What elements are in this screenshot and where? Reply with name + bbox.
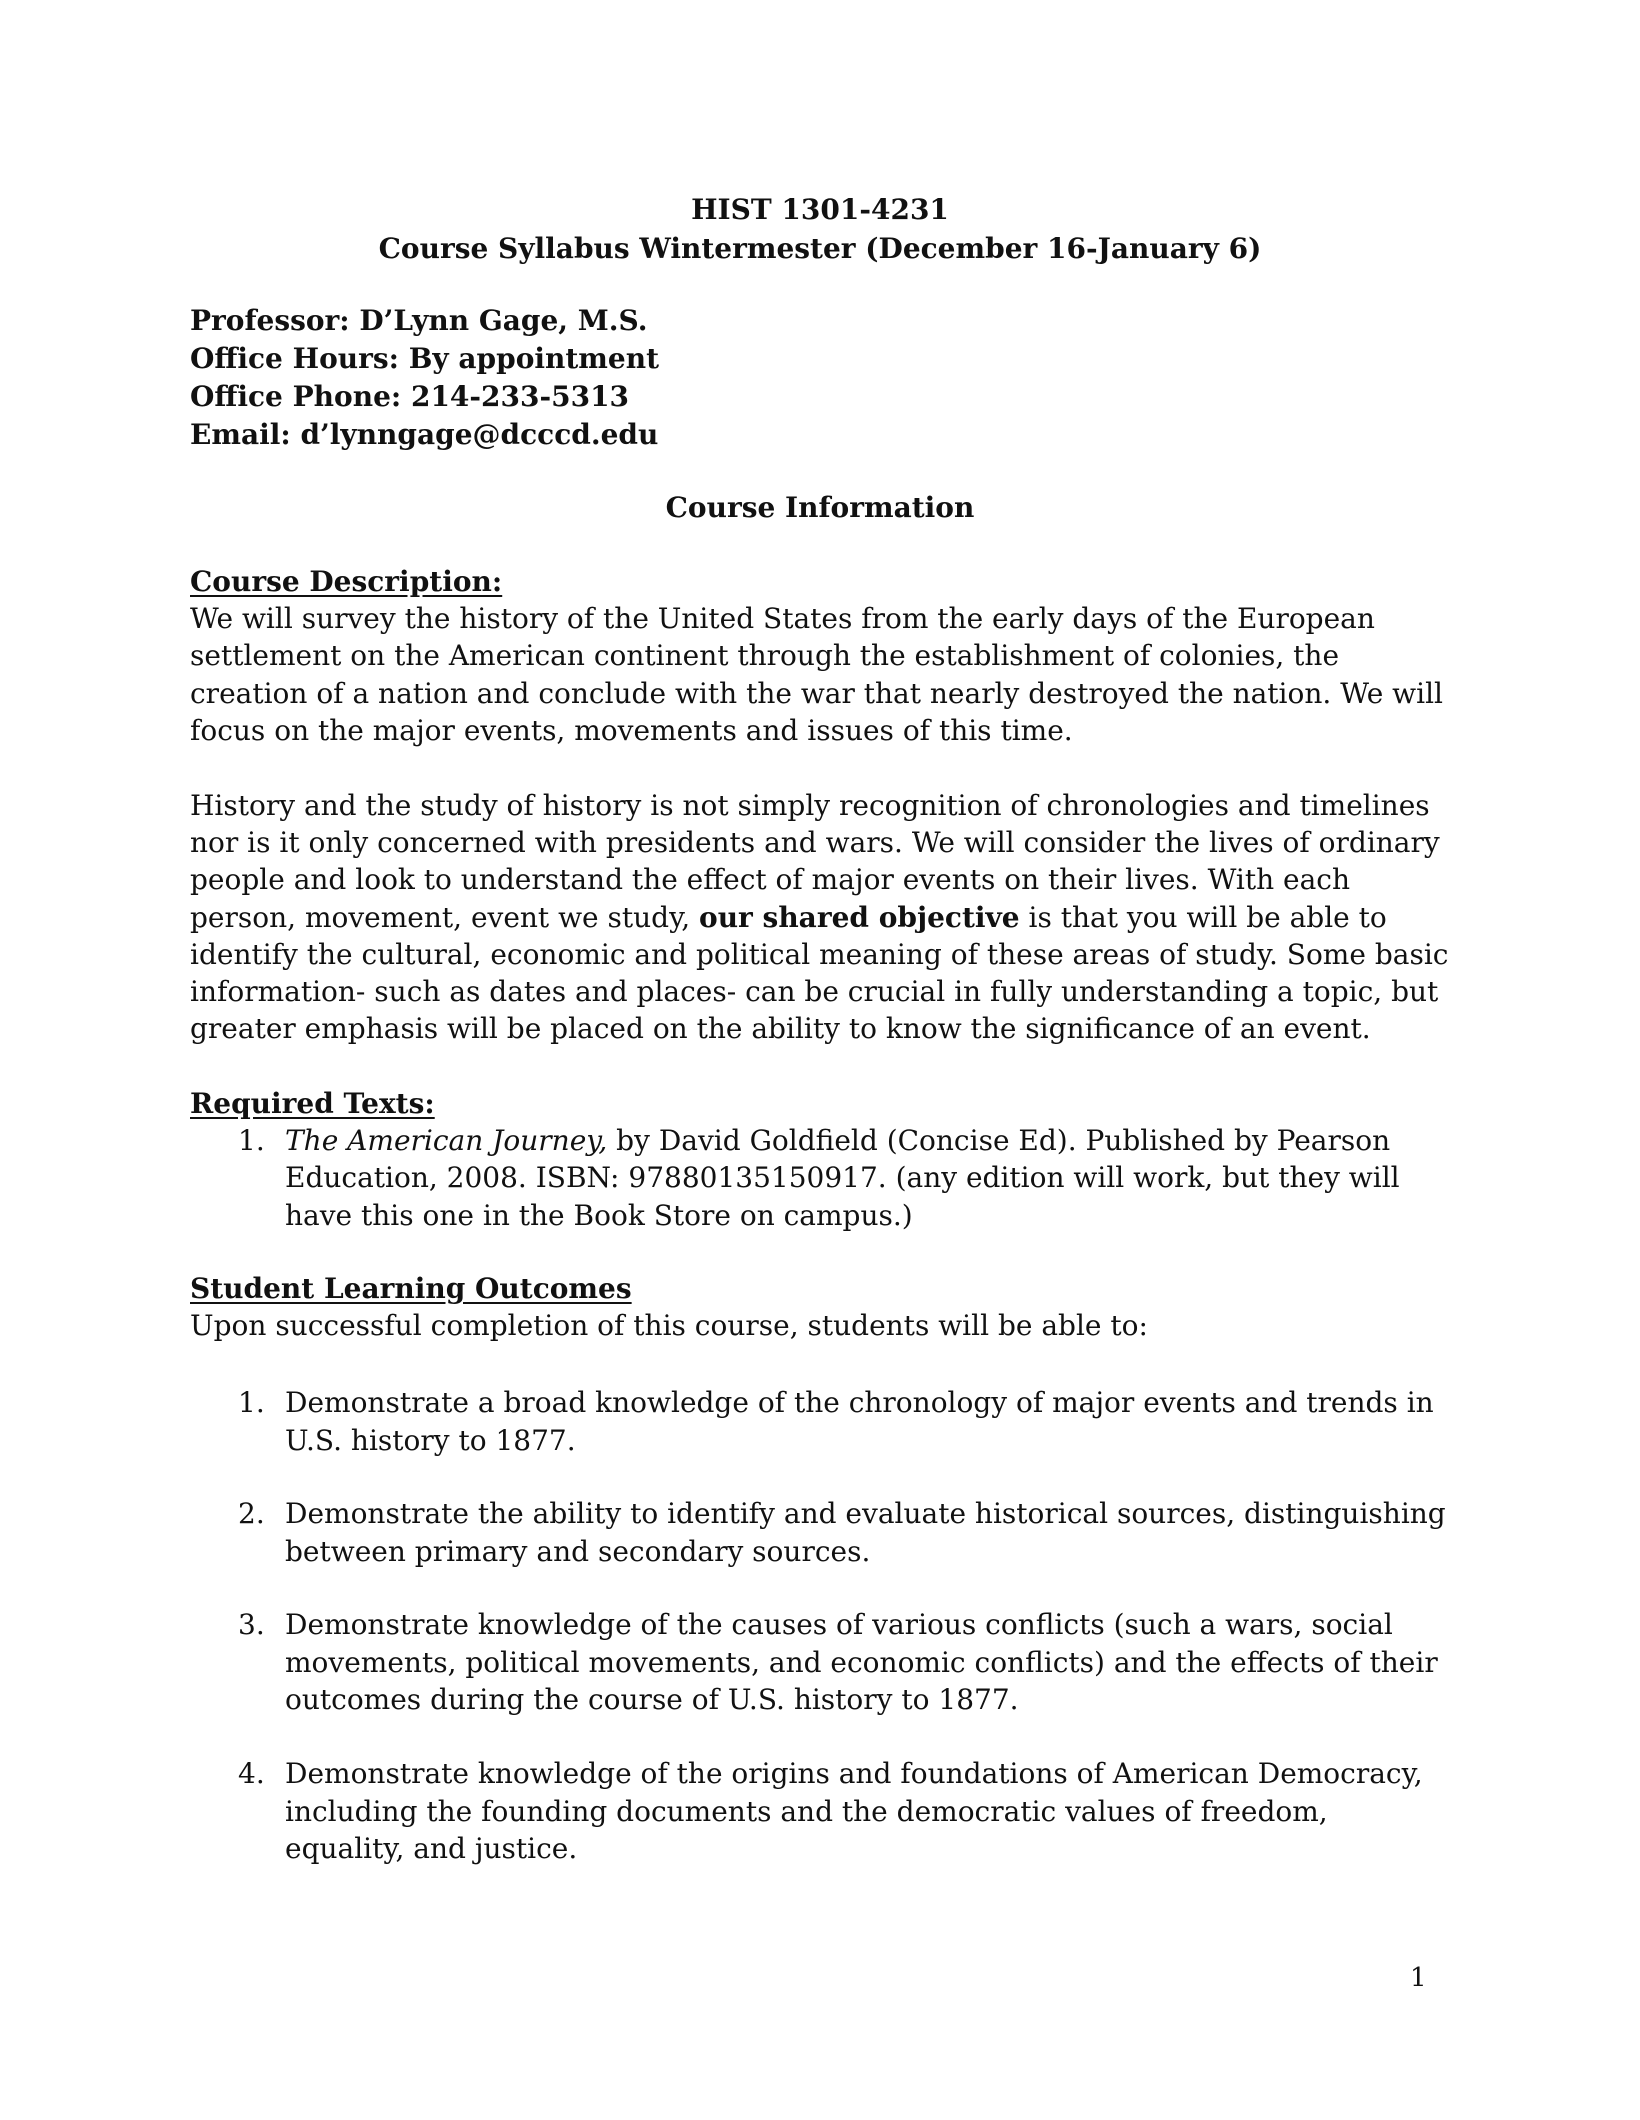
list-item (190, 1495, 1450, 1570)
paragraph-2-text-start: History and the study of history is not simply recognition of chronologies and timelines nor is it only concerned with presidents and wars. We will consider the lives of ordinary people and look to understand the effect of major events on their lives. With each person, movement, event we study, (190, 789, 1440, 934)
document-title-block (190, 190, 1450, 268)
learning-outcomes-heading: Student Learning Outcomes (190, 1272, 632, 1305)
syllabus-subtitle: Course Syllabus Wintermester (December 16-January 6) (378, 232, 1262, 265)
list-number: 4. (238, 1757, 265, 1790)
course-description-heading: Course Description: (190, 565, 503, 598)
required-text-item (190, 1122, 1450, 1234)
instructor-contact-block (190, 302, 659, 454)
required-texts-heading: Required Texts: (190, 1087, 435, 1120)
list-item (190, 1384, 1450, 1459)
office-hours: Office Hours: By appointment (190, 342, 660, 375)
book-title: The American Journey, (285, 1124, 608, 1158)
list-number: 1. (238, 1124, 265, 1158)
outcome-text: Demonstrate knowledge of the causes of various conflicts (such a wars, social movements, political movements, and economic conflicts) and the effects of their outcomes during the course of U.S. history to 1877. (285, 1608, 1438, 1716)
list-item (190, 1606, 1450, 1719)
course-description-section (190, 563, 1450, 749)
shared-objective-emphasis: our shared objective (699, 900, 1020, 934)
list-number: 1. (238, 1386, 265, 1419)
course-information-heading: Course Information (665, 491, 975, 524)
office-phone: Office Phone: 214-233-5313 (190, 380, 630, 413)
outcome-text: Demonstrate a broad knowledge of the chronology of major events and trends in U.S. history to 1877. (285, 1386, 1434, 1457)
list-number: 2. (238, 1497, 265, 1530)
required-texts-section (190, 1085, 1450, 1234)
outcome-text: Demonstrate knowledge of the origins and foundations of American Democracy, including the founding documents and the democratic values of freedom, equality, and justice. (285, 1757, 1423, 1865)
syllabus-page (190, 0, 1450, 2120)
paragraph-2-text-end: is that you will be able to identify the cultural, economic and political meaning of these areas of study. Some basic information- such as dates and places- can be crucial in fully understanding a topic, but greater emphasis will be placed on the ability to know the significance of an event. (190, 900, 1449, 1046)
page-number: 1 (1410, 1963, 1427, 1993)
list-number: 3. (238, 1608, 265, 1641)
professor-name: Professor: D’Lynn Gage, M.S. (190, 304, 648, 337)
instructor-email: Email: d’lynngage@dcccd.edu (190, 418, 659, 451)
course-description-paragraph-1: We will survey the history of the United States from the early days of the European settlement on the American continent through the establishment of colonies, the creation of a nation and conclude with the war that nearly destroyed the nation. We will focus on the major events, movements and issues of this time. (190, 602, 1443, 747)
learning-outcomes-intro: Upon successful completion of this course, students will be able to: (190, 1309, 1148, 1343)
course-code: HIST 1301-4231 (691, 193, 949, 226)
book-details: by David Goldfield (Concise Ed). Published by Pearson Education, 2008. ISBN: 97880135150917. (any edition will work, but they will have this one in the Book Store on campus.) (285, 1124, 1400, 1232)
course-description-paragraph-2 (190, 787, 1450, 1047)
outcome-text: Demonstrate the ability to identify and evaluate historical sources, distinguishing between primary and secondary sources. (285, 1497, 1446, 1568)
learning-outcomes-section (190, 1270, 1450, 1344)
list-item (190, 1755, 1450, 1868)
